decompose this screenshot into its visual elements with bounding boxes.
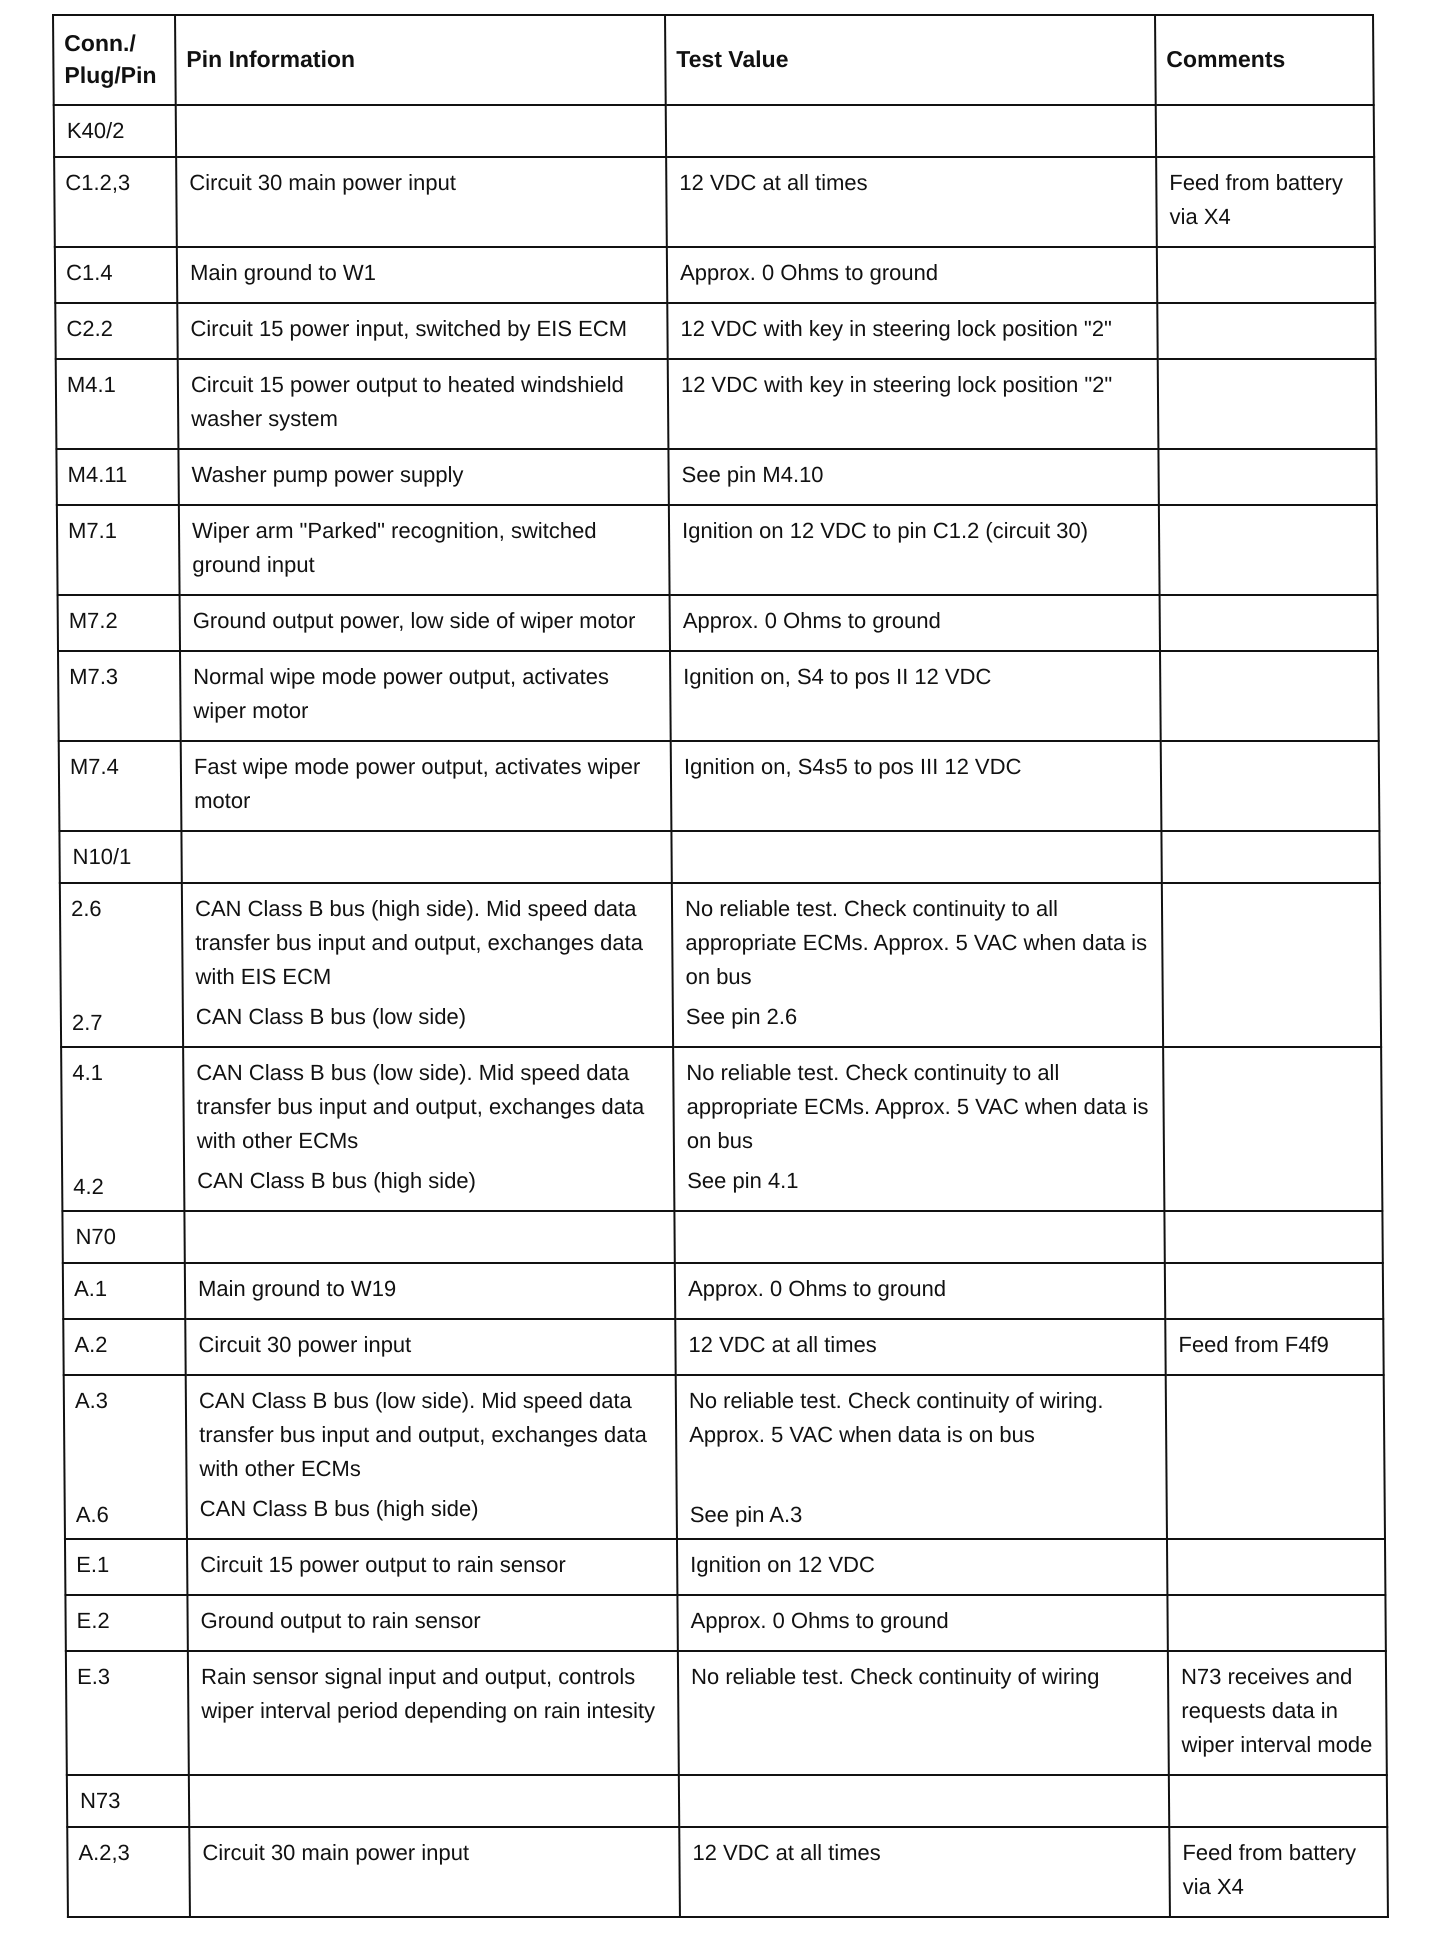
comment-cell xyxy=(1161,741,1380,831)
test-value-cell: 12 VDC with key in steering lock position "2" xyxy=(667,303,1157,359)
pin-cell: A.2 xyxy=(63,1319,185,1375)
pin-info-text: CAN Class B bus (high side). Mid speed data transfer bus input and output, exchanges data with EIS ECM xyxy=(194,896,644,989)
comment-cell xyxy=(1160,651,1379,741)
sub-pin-label: A.6 xyxy=(75,1502,109,1527)
pin-info-cell: Circuit 30 main power input xyxy=(189,1827,680,1917)
comment-cell xyxy=(1165,1263,1383,1319)
test-value-cell: Approx. 0 Ohms to ground xyxy=(670,595,1160,651)
test-value-text: No reliable test. Check continuity to all appropriate ECMs. Approx. 5 VAC when data is on bus xyxy=(686,1060,1149,1153)
comment-cell xyxy=(1158,449,1376,505)
pin-info-cell: Circuit 30 main power input xyxy=(176,157,667,247)
table-row xyxy=(59,741,1380,831)
pin-table xyxy=(52,14,1389,1918)
comment-cell: N73 receives and requests data in wiper interval mode xyxy=(1168,1651,1387,1775)
table-row xyxy=(57,505,1378,595)
pin-info-text: CAN Class B bus (low side). Mid speed data transfer bus input and output, exchanges data with other ECMs xyxy=(196,1060,645,1153)
test-value-cell: 12 VDC at all times xyxy=(675,1319,1165,1375)
comment-cell xyxy=(1159,505,1378,595)
table-row xyxy=(65,1539,1385,1595)
pin-info-cell: Wiper arm "Parked" recognition, switched ground input xyxy=(179,505,670,595)
pin-cell: M7.2 xyxy=(58,595,180,651)
test-value-text: No reliable test. Check continuity of wiring. Approx. 5 VAC when data is on bus xyxy=(688,1388,1104,1447)
sub-pin-label: 4.2 xyxy=(73,1174,104,1199)
pin-info-cell xyxy=(182,883,673,1047)
pin-info-cell: Main ground to W19 xyxy=(185,1263,675,1319)
pin-info-cell: Circuit 30 power input xyxy=(185,1319,675,1375)
pin-info-cell: Circuit 15 power input, switched by EIS ECM xyxy=(177,303,667,359)
pin-cell: E.3 xyxy=(66,1651,189,1775)
pin-cell: E.2 xyxy=(65,1595,187,1651)
pin-info-cell: Normal wipe mode power output, activates wiper motor xyxy=(180,651,671,741)
pin-cell: E.1 xyxy=(65,1539,187,1595)
comment-cell: Feed from battery via X4 xyxy=(1156,157,1375,247)
test-value-cell: 12 VDC at all times xyxy=(666,157,1157,247)
pin-cell: C2.2 xyxy=(55,303,177,359)
table-row xyxy=(54,157,1375,247)
sub-pin-info-text: CAN Class B bus (high side) xyxy=(197,1168,477,1193)
test-value-cell xyxy=(672,883,1163,1047)
pin-cell: M7.3 xyxy=(58,651,181,741)
test-value-cell: 12 VDC at all times xyxy=(679,1827,1170,1917)
table-row xyxy=(60,883,1381,1047)
comment-cell xyxy=(1157,247,1375,303)
test-value-cell: Approx. 0 Ohms to ground xyxy=(675,1263,1165,1319)
pin-info-cell xyxy=(186,1375,677,1539)
pin-cell: M7.4 xyxy=(59,741,182,831)
pin-info-cell: Washer pump power supply xyxy=(178,449,668,505)
table-row xyxy=(65,1595,1385,1651)
pin-cell: M4.1 xyxy=(56,359,179,449)
pin-label: 4.1 xyxy=(72,1060,104,1085)
pin-cell xyxy=(61,1047,184,1211)
table-row xyxy=(58,595,1378,651)
pin-info-cell: Ground output power, low side of wiper motor xyxy=(180,595,670,651)
comment-cell xyxy=(1163,1047,1382,1211)
table-row xyxy=(64,1375,1385,1539)
group-row-n10-1 xyxy=(59,831,1379,883)
comment-cell xyxy=(1158,359,1377,449)
table-row xyxy=(56,449,1376,505)
pin-cell: A.1 xyxy=(63,1263,185,1319)
group-label: K40/2 xyxy=(54,105,176,157)
sub-pin-info-text: CAN Class B bus (low side) xyxy=(195,1004,467,1029)
pin-cell: C1.4 xyxy=(55,247,177,303)
sub-pin-info-text: CAN Class B bus (high side) xyxy=(199,1496,479,1521)
pin-cell: A.2,3 xyxy=(67,1827,190,1917)
table-row xyxy=(63,1319,1383,1375)
test-value-text: No reliable test. Check continuity to all appropriate ECMs. Approx. 5 VAC when data is on bus xyxy=(684,896,1148,989)
group-row-k40-2 xyxy=(54,105,1374,157)
header-pin-info: Pin Information xyxy=(175,15,666,105)
pin-cell: M4.11 xyxy=(56,449,178,505)
sub-test-value-text: See pin A.3 xyxy=(689,1502,803,1527)
pin-cell xyxy=(60,883,183,1047)
test-value-cell: Approx. 0 Ohms to ground xyxy=(667,247,1157,303)
pin-info-cell: Ground output to rain sensor xyxy=(187,1595,677,1651)
pin-label: A.3 xyxy=(74,1388,109,1413)
comment-cell xyxy=(1166,1375,1385,1539)
pin-info-cell: Rain sensor signal input and output, controls wiper interval period depending on rain intesity xyxy=(188,1651,679,1775)
pin-label: 2.6 xyxy=(70,896,102,921)
pin-cell: M7.1 xyxy=(57,505,180,595)
table-row xyxy=(67,1827,1388,1917)
group-row-n73 xyxy=(67,1775,1387,1827)
group-label: N70 xyxy=(62,1211,184,1263)
test-value-cell: See pin M4.10 xyxy=(668,449,1158,505)
comment-cell xyxy=(1167,1595,1385,1651)
group-label: N73 xyxy=(67,1775,189,1827)
header-comments: Comments xyxy=(1155,15,1374,105)
test-value-cell: Approx. 0 Ohms to ground xyxy=(677,1595,1167,1651)
sub-test-value-text: See pin 2.6 xyxy=(685,1004,798,1029)
comment-cell xyxy=(1167,1539,1385,1595)
table-row xyxy=(55,247,1375,303)
table-row xyxy=(63,1263,1383,1319)
pin-info-cell: Main ground to W1 xyxy=(177,247,667,303)
group-label: N10/1 xyxy=(59,831,181,883)
pin-info-cell xyxy=(183,1047,674,1211)
group-row-n70 xyxy=(62,1211,1382,1263)
pin-cell xyxy=(64,1375,187,1539)
sub-test-value-text: See pin 4.1 xyxy=(687,1168,799,1193)
test-value-cell: Ignition on 12 VDC to pin C1.2 (circuit 30) xyxy=(669,505,1160,595)
comment-cell xyxy=(1160,595,1378,651)
table-row xyxy=(56,359,1377,449)
test-value-cell: Ignition on 12 VDC xyxy=(677,1539,1167,1595)
table-row xyxy=(55,303,1375,359)
test-value-cell: Ignition on, S4s5 to pos III 12 VDC xyxy=(671,741,1162,831)
test-value-cell xyxy=(676,1375,1167,1539)
table-row xyxy=(66,1651,1387,1775)
header-test-value: Test Value xyxy=(665,15,1156,105)
table-row xyxy=(61,1047,1382,1211)
comment-cell: Feed from F4f9 xyxy=(1165,1319,1383,1375)
header-row xyxy=(53,15,1374,105)
test-value-cell: 12 VDC with key in steering lock position "2" xyxy=(668,359,1159,449)
test-value-cell: Ignition on, S4 to pos II 12 VDC xyxy=(670,651,1161,741)
test-value-cell xyxy=(673,1047,1164,1211)
header-conn: Conn./ Plug/Pin xyxy=(53,15,176,105)
sub-pin-label: 2.7 xyxy=(71,1010,103,1035)
pin-info-text: CAN Class B bus (low side). Mid speed data transfer bus input and output, exchanges data with other ECMs xyxy=(198,1388,647,1481)
test-value-cell: No reliable test. Check continuity of wiring xyxy=(678,1651,1169,1775)
comment-cell xyxy=(1157,303,1375,359)
comment-cell xyxy=(1162,883,1381,1047)
pin-info-cell: Circuit 15 power output to heated windshield washer system xyxy=(178,359,669,449)
comment-cell: Feed from battery via X4 xyxy=(1169,1827,1388,1917)
pin-info-cell: Circuit 15 power output to rain sensor xyxy=(187,1539,677,1595)
pin-cell: C1.2,3 xyxy=(54,157,177,247)
table-row xyxy=(58,651,1379,741)
pin-info-cell: Fast wipe mode power output, activates wiper motor xyxy=(181,741,672,831)
